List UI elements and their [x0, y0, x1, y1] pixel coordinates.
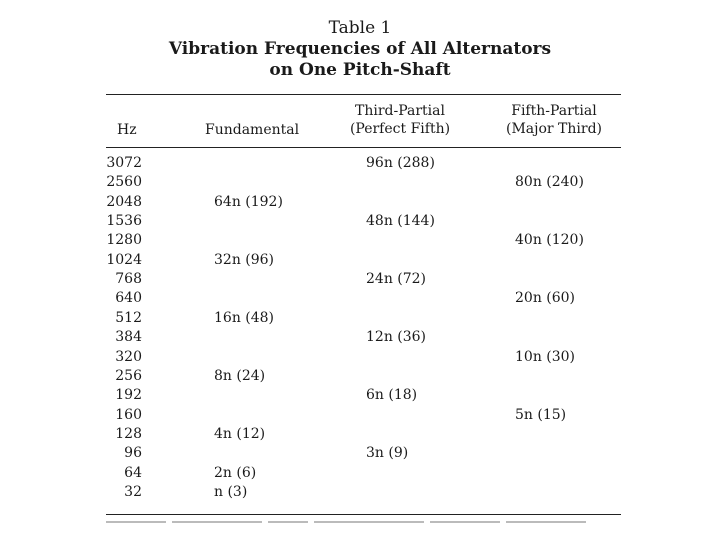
- third-partial-cell: 48n (144): [366, 213, 435, 230]
- header-third-partial: [330, 102, 470, 138]
- third-partial-cell: 3n (9): [366, 445, 409, 462]
- fifth-partial-cell: 80n (240): [515, 174, 584, 191]
- table-row: [0, 251, 720, 270]
- bottom-rule: [106, 514, 621, 515]
- table-row: [0, 483, 720, 502]
- third-partial-cell: 96n (288): [366, 155, 435, 171]
- hz-cell: 256: [115, 367, 142, 384]
- table-row: [0, 231, 720, 250]
- third-partial-cell: 24n (72): [366, 271, 427, 288]
- hz-cell: 3072: [106, 155, 142, 171]
- table-title-block: [0, 18, 720, 81]
- table-row: [0, 406, 720, 425]
- table-row: [0, 212, 720, 231]
- table-row: [0, 154, 720, 173]
- header-fifth-line-2: (Major Third): [505, 121, 602, 137]
- hz-cell: 128: [115, 425, 142, 442]
- table-row: [0, 173, 720, 192]
- hz-cell: 512: [115, 309, 142, 326]
- fundamental-cell: 4n (12): [214, 425, 266, 442]
- table-title-line-2: on One Pitch-Shaft: [269, 60, 451, 80]
- table-row: [0, 328, 720, 347]
- hz-cell: 2048: [106, 193, 142, 210]
- table-row: [0, 309, 720, 328]
- hz-cell: 320: [115, 348, 142, 365]
- table-row: [0, 386, 720, 405]
- hz-cell: 384: [115, 329, 142, 346]
- header-rule: [106, 147, 621, 148]
- hz-cell: 64: [124, 464, 142, 481]
- fundamental-cell: 2n (6): [214, 464, 257, 481]
- third-partial-cell: 6n (18): [366, 387, 418, 404]
- table-row: [0, 367, 720, 386]
- hz-cell: 1280: [106, 232, 142, 249]
- header-fifth-partial: [484, 102, 624, 138]
- hz-cell: 96: [124, 445, 142, 462]
- header-third-line-2: (Perfect Fifth): [349, 121, 451, 137]
- hz-cell: 768: [115, 271, 142, 288]
- table-row: [0, 289, 720, 308]
- hz-cell: 192: [115, 387, 142, 404]
- hz-cell: 32: [124, 483, 142, 500]
- fifth-partial-cell: 20n (60): [515, 290, 576, 307]
- fundamental-cell: 8n (24): [214, 367, 266, 384]
- hz-cell: 160: [115, 406, 142, 423]
- fifth-partial-cell: 5n (15): [515, 406, 567, 423]
- hz-cell: 1536: [106, 213, 142, 230]
- table-row: [0, 464, 720, 483]
- fifth-partial-cell: 10n (30): [515, 348, 576, 365]
- header-hz: Hz: [117, 122, 137, 138]
- hz-cell: 1024: [106, 251, 142, 268]
- table-row: [0, 444, 720, 463]
- table-title-line-1: Vibration Frequencies of All Alternators: [168, 39, 552, 59]
- fundamental-cell: 16n (48): [214, 309, 275, 326]
- table-label: Table 1: [328, 18, 392, 38]
- header-fundamental: Fundamental: [205, 122, 300, 138]
- fundamental-cell: 64n (192): [214, 193, 283, 210]
- hz-cell: 2560: [106, 174, 142, 191]
- third-partial-cell: 12n (36): [366, 329, 427, 346]
- hz-cell: 640: [115, 290, 142, 307]
- fundamental-cell: 32n (96): [214, 251, 275, 268]
- header-third-line-1: Third-Partial: [355, 103, 445, 119]
- table-row: [0, 348, 720, 367]
- fundamental-cell: n (3): [214, 483, 248, 500]
- table-row: [0, 193, 720, 212]
- top-rule: [106, 94, 621, 95]
- header-fifth-line-1: Fifth-Partial: [511, 103, 597, 119]
- table-row: [0, 270, 720, 289]
- fifth-partial-cell: 40n (120): [515, 232, 584, 249]
- table-row: [0, 425, 720, 444]
- cropped-footnote: [106, 521, 621, 525]
